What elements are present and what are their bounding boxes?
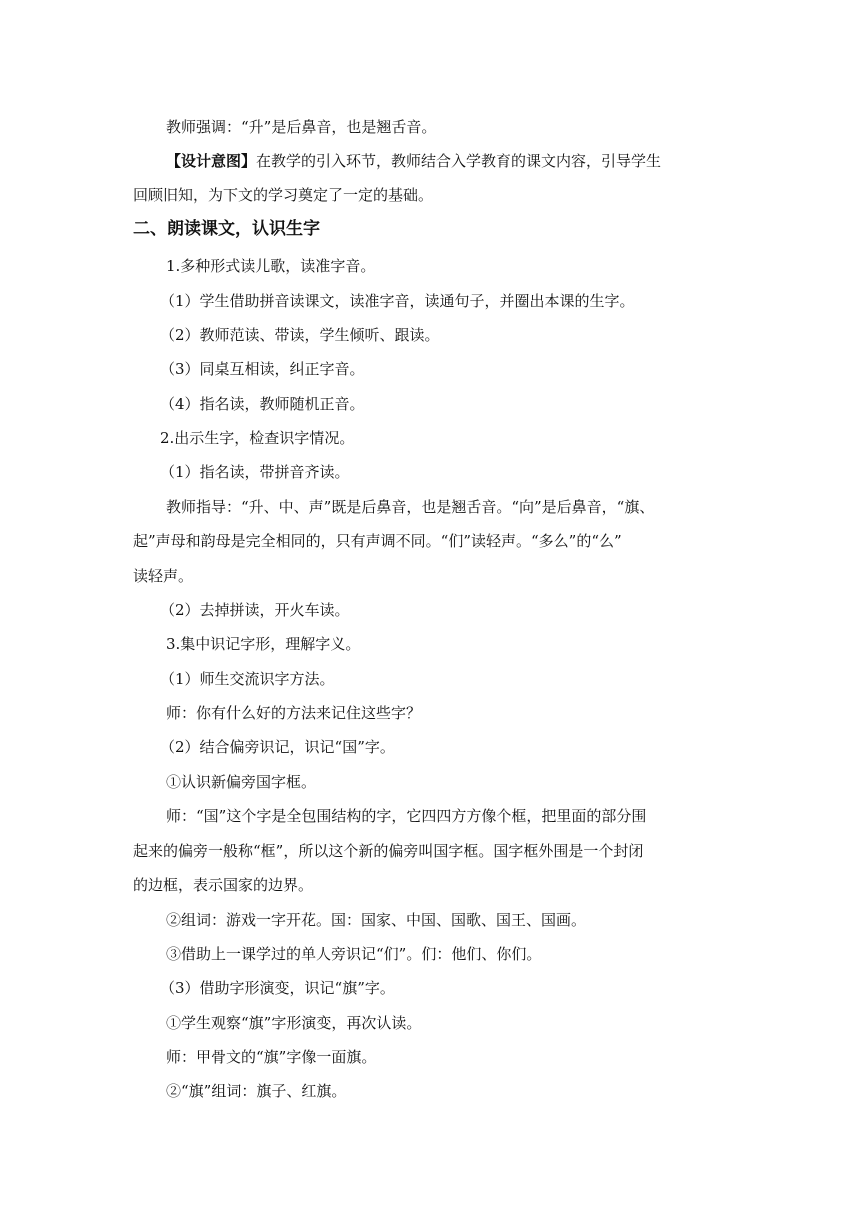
step-3-item-2b: ②组词：游戏一字开花。国：国家、中国、国歌、国王、国画。: [166, 911, 587, 929]
step-3-explanation-line-3: 的边框，表示国家的边界。: [133, 876, 314, 894]
design-intent-label: 【设计意图】: [166, 152, 257, 170]
design-intent-text: 在教学的引入环节，教师结合入学教育的课文内容，引导学生: [256, 152, 662, 170]
step-3-item-2a: ①认识新偏旁国字框。: [166, 773, 317, 791]
step-1-item-3: （3）同桌互相读，纠正字音。: [160, 360, 365, 378]
step-3-item-1: （1）师生交流识字方法。: [160, 670, 335, 688]
step-1-item-4: （4）指名读，教师随机正音。: [160, 395, 365, 413]
step-2-title: 2.出示生字，检查识字情况。: [160, 429, 355, 447]
step-2-item-2: （2）去掉拼读，开火车读。: [160, 601, 350, 619]
step-3-title: 3.集中识记字形，理解字义。: [166, 635, 361, 653]
section-heading: 二、朗读课文，认识生字: [133, 219, 320, 239]
step-3-item-3: （3）借助字形演变，识记“旗”字。: [160, 979, 395, 997]
step-1-item-2: （2）教师范读、带读，学生倾听、跟读。: [160, 326, 440, 344]
step-2-guidance-line-3: 读轻声。: [133, 567, 194, 585]
step-1-title: 1.多种形式读儿歌，读准字音。: [166, 257, 376, 275]
step-3-item-2c: ③借助上一课学过的单人旁识记“们”。们：他们、你们。: [166, 945, 542, 963]
step-3-item-3a: ①学生观察“旗”字形演变，再次认读。: [166, 1014, 422, 1032]
step-3-oracle-bone-note: 师：甲骨文的“旗”字像一面旗。: [166, 1048, 377, 1066]
design-intent-line-1: [166, 151, 661, 171]
step-1-item-1: （1）学生借助拼音读课文，读准字音，读通句子，并圈出本课的生字。: [160, 292, 635, 310]
step-3-explanation-line-2: 起来的偏旁一般称“框”，所以这个新的偏旁叫国字框。国字框外围是一个封闭: [133, 842, 644, 860]
design-intent-line-2: 回顾旧知，为下文的学习奠定了一定的基础。: [133, 186, 434, 204]
step-3-teacher-question: 师：你有什么好的方法来记住这些字？: [166, 704, 422, 722]
step-3-explanation-line-1: 师：“国”这个字是全包围结构的字，它四四方方像个框，把里面的部分围: [166, 807, 647, 825]
step-2-guidance-line-1: 教师指导：“升、中、声”既是后鼻音，也是翘舌音。“向”是后鼻音，“旗、: [166, 498, 655, 516]
step-3-item-2: （2）结合偏旁识记，识记“国”字。: [160, 738, 395, 756]
paragraph-teacher-emphasis: 教师强调：“升”是后鼻音，也是翘舌音。: [166, 118, 437, 136]
step-2-item-1: （1）指名读，带拼音齐读。: [160, 463, 350, 481]
step-3-item-3b: ②“旗”组词：旗子、红旗。: [166, 1082, 347, 1100]
step-2-guidance-line-2: 起”声母和韵母是完全相同的，只有声调不同。“们”读轻声。“多么”的“么”: [133, 532, 622, 550]
